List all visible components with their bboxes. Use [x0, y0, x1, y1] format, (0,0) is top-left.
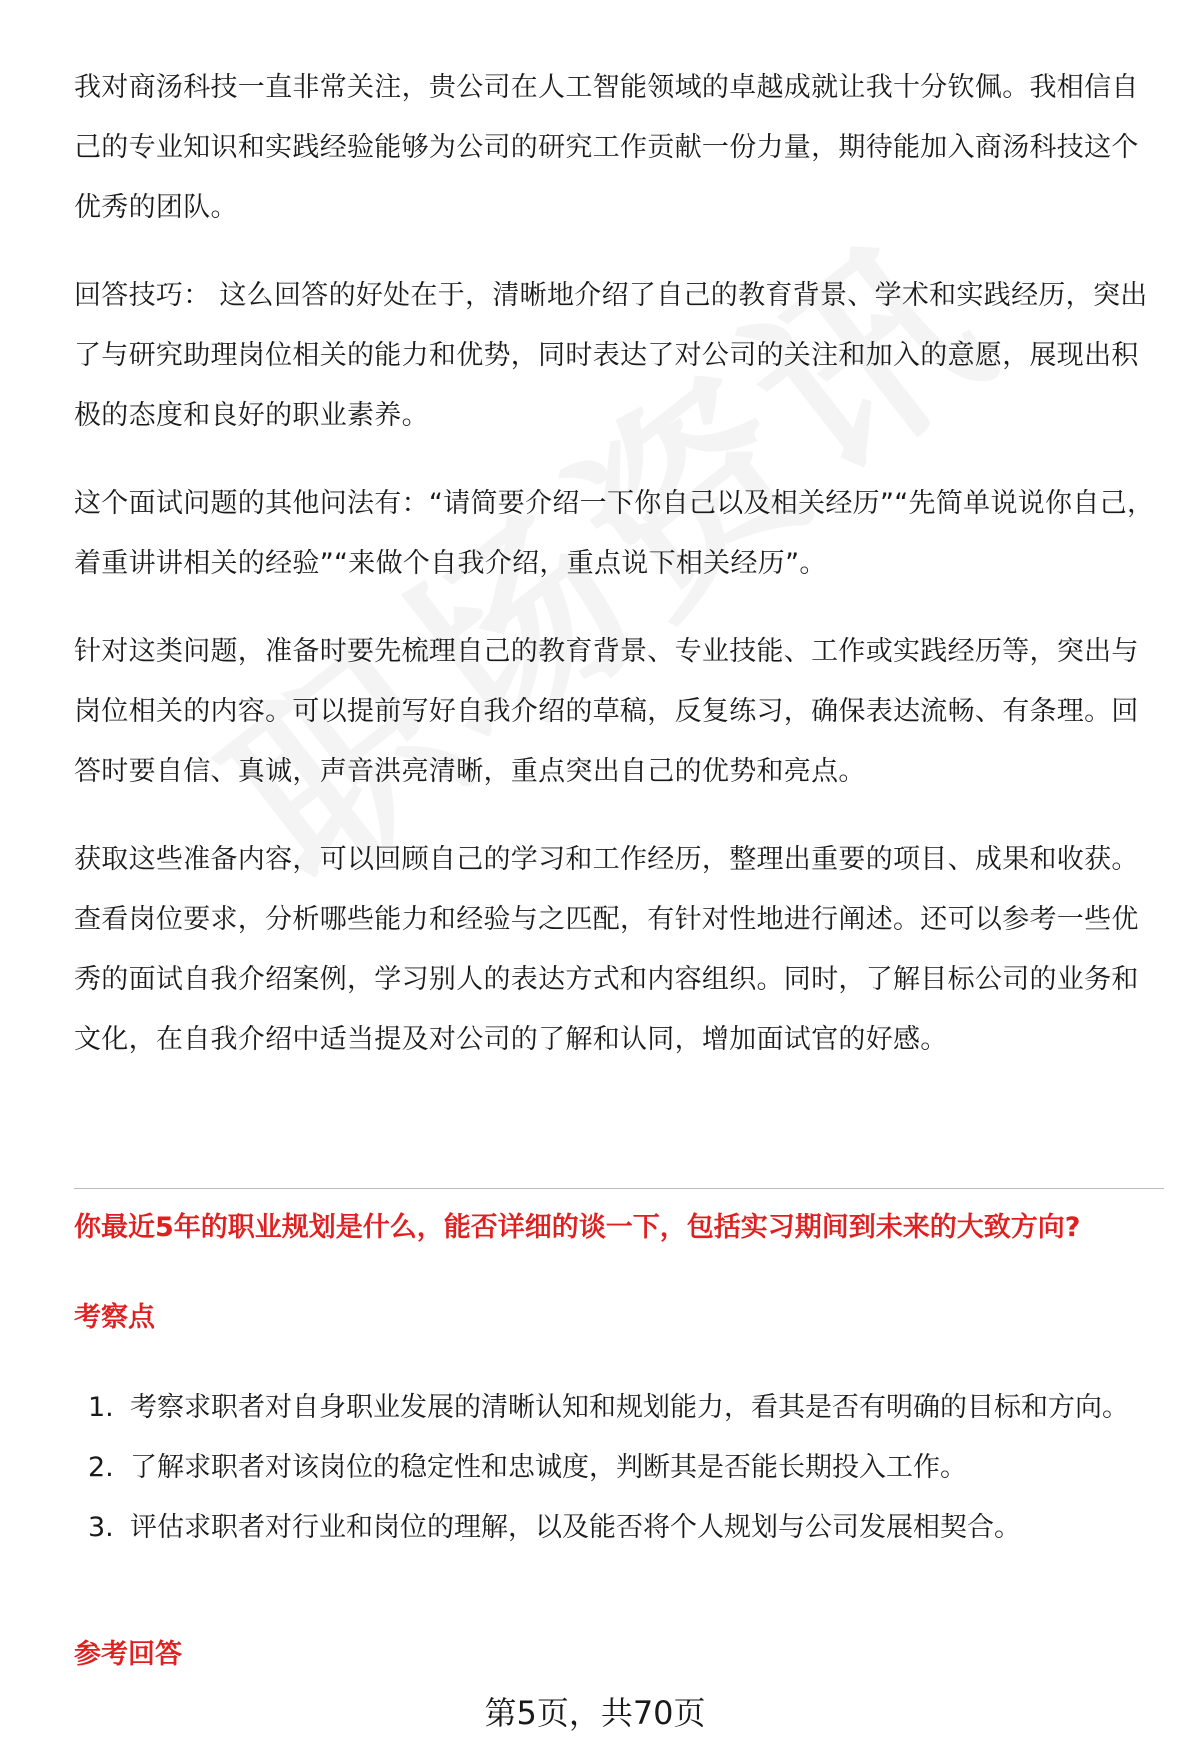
- paragraph-answer-tips: 回答技巧： 这么回答的好处在于，清晰地介绍了自己的教育背景、学术和实践经历，突出了与研究助理岗位相关的能力和优势，同时表达了对公司的关注和加入的意愿，展现出积极的态度和良好的职业素养。: [74, 280, 1148, 431]
- examine-points-list: [74, 1378, 1164, 1558]
- paragraph-alternative-questions: 这个面试问题的其他问法有：“请简要介绍一下你自己以及相关经历”“先简单说说你自己，着重讲讲相关的经验”“来做个自我介绍，重点说下相关经历”。: [74, 488, 1155, 579]
- list-item: [74, 1378, 1164, 1438]
- list-item-text: 了解求职者对该岗位的稳定性和忠诚度，判断其是否能长期投入工作。: [130, 1452, 967, 1483]
- section-divider: [74, 1188, 1164, 1189]
- list-item: [74, 1498, 1164, 1558]
- paragraph-intro-closing: 我对商汤科技一直非常关注，贵公司在人工智能领域的卓越成就让我十分钦佩。我相信自己的专业知识和实践经验能够为公司的研究工作贡献一份力量，期待能加入商汤科技这个优秀的团队。: [74, 72, 1139, 223]
- list-item: [74, 1438, 1164, 1498]
- page-number-footer: 第5页，共70页: [484, 1694, 706, 1732]
- list-item-text: 评估求职者对行业和岗位的理解，以及能否将个人规划与公司发展相契合。: [130, 1512, 1021, 1543]
- list-item-number: 1.: [88, 1392, 114, 1423]
- paragraph-preparation: 针对这类问题，准备时要先梳理自己的教育背景、专业技能、工作或实践经历等，突出与岗位相关的内容。可以提前写好自我介绍的草稿，反复练习，确保表达流畅、有条理。回答时要自信、真诚，声音洪亮清晰，重点突出自己的优势和亮点。: [74, 636, 1139, 787]
- list-item-text: 考察求职者对自身职业发展的清晰认知和规划能力，看其是否有明确的目标和方向。: [130, 1392, 1129, 1423]
- main-content: [74, 58, 1164, 1098]
- list-item-number: 2.: [88, 1452, 114, 1483]
- examine-points-heading: 考察点: [74, 1302, 155, 1333]
- question-heading: 你最近5年的职业规划是什么，能否详细的谈一下，包括实习期间到未来的大致方向?: [74, 1212, 1081, 1243]
- list-item-number: 3.: [88, 1512, 114, 1543]
- paragraph-gathering-content: 获取这些准备内容，可以回顾自己的学习和工作经历，整理出重要的项目、成果和收获。查看岗位要求，分析哪些能力和经验与之匹配，有针对性地进行阐述。还可以参考一些优秀的面试自我介绍案例，学习别人的表达方式和内容组织。同时，了解目标公司的业务和文化，在自我介绍中适当提及对公司的了解和认同，增加面试官的好感。: [74, 844, 1139, 1055]
- reference-answer-heading: 参考回答: [74, 1639, 182, 1670]
